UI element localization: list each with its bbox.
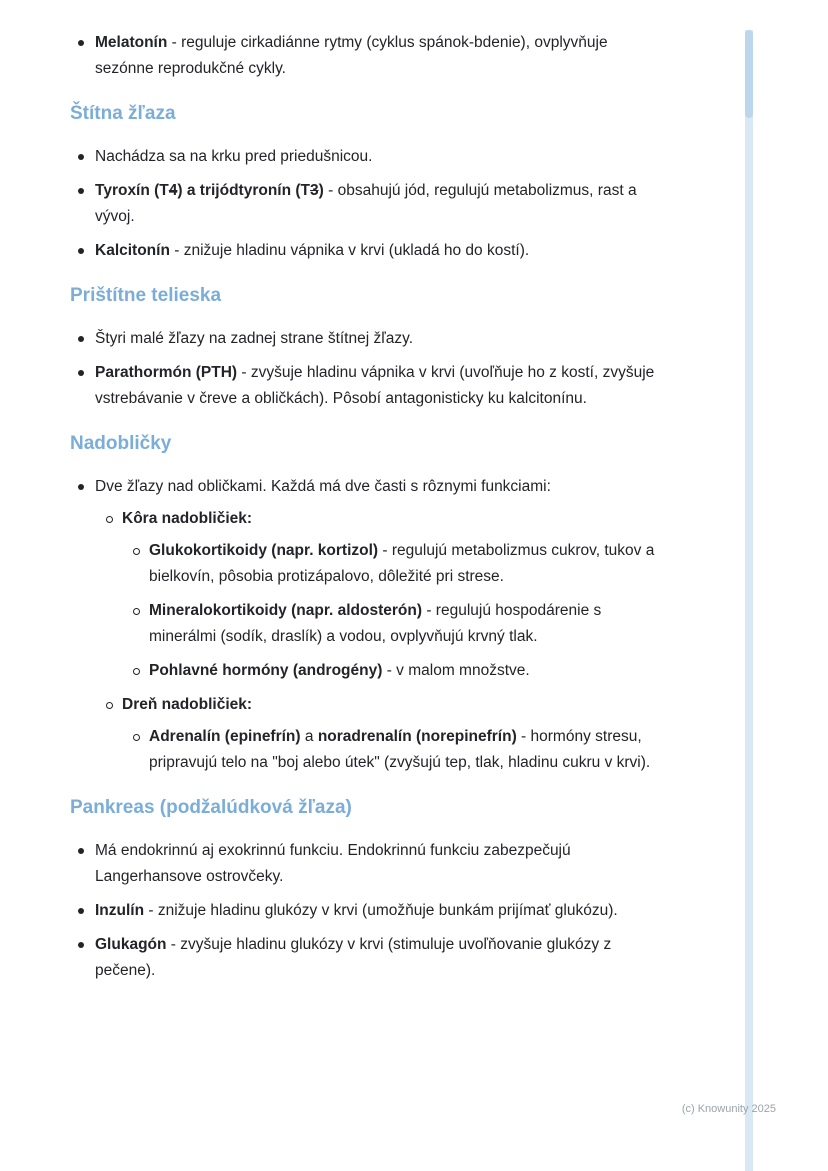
list-item: [149, 724, 665, 776]
term-bold: Dreň nadobličiek:: [122, 696, 253, 713]
list-item: [95, 838, 665, 890]
scrollbar-track[interactable]: [745, 30, 753, 1171]
list-item: [95, 238, 665, 264]
text-run: - reguluje cirkadiánne rytmy (cyklus spánok-bdenie), ovplyvňuje sezónne reprodukčné cykly.: [95, 34, 608, 77]
text-run: Štyri malé žľazy na zadnej strane štítnej žľazy.: [95, 330, 414, 347]
text-run: - regulujú metabolizmus cukrov, tukov a bielkovín, pôsobia protizápalovo, dôležité pri strese.: [149, 542, 655, 585]
text-run: - hormóny stresu, pripravujú telo na "boj alebo útek" (zvyšujú tep, tlak, hladinu cukru v krvi).: [149, 728, 651, 771]
term-bold: Inzulín: [95, 902, 145, 919]
term-bold: Parathormón (PTH): [95, 364, 238, 381]
list-item: [95, 898, 665, 924]
term-bold: Kôra nadobličiek:: [122, 510, 253, 527]
list-item: [95, 474, 665, 776]
bullet-list: [70, 838, 665, 984]
text-run: - zvyšuje hladinu glukózy v krvi (stimuluje uvoľňovanie glukózy z pečene).: [95, 936, 612, 979]
term-bold: Glukagón: [95, 936, 167, 953]
bullet-list: [70, 144, 665, 264]
term-bold: noradrenalín (norepinefrín): [317, 728, 517, 745]
term-bold: Tyroxín (T: [95, 182, 169, 199]
section-heading: Štítna žľaza: [70, 103, 176, 124]
sub-list: [95, 506, 665, 776]
list-item: [95, 144, 665, 170]
list-item: [95, 932, 665, 984]
list-item: [95, 326, 665, 352]
list-item: [149, 538, 665, 590]
term-bold: Adrenalín (epinefrín): [149, 728, 301, 745]
document-content: [70, 30, 665, 992]
list-item: [122, 506, 665, 684]
bullet-list: [70, 474, 665, 776]
term-bold: Pohlavné hormóny (androgény): [149, 662, 383, 679]
text-run: Nachádza sa na krku pred priedušnicou.: [95, 148, 373, 165]
scrollbar-thumb[interactable]: [745, 30, 753, 118]
text-run: Dve žľazy nad obličkami. Každá má dve časti s rôznymi funkciami:: [95, 478, 551, 495]
term-bold: ) a trijódtyronín (T: [177, 182, 311, 199]
term-bold: Mineralokortikoidy (napr. aldosterón): [149, 602, 423, 619]
section-heading: Nadobličky: [70, 433, 172, 454]
text-run: a: [300, 728, 318, 745]
term-bold: Kalcitonín: [95, 242, 170, 259]
list-item: [149, 658, 665, 684]
sub-sub-list: [122, 538, 665, 684]
text-run: - znižuje hladinu vápnika v krvi (ukladá ho do kostí).: [169, 242, 530, 259]
text-run: - regulujú hospodárenie s minerálmi (sodík, draslík) a vodou, ovplyvňujú krvný tlak.: [149, 602, 602, 645]
text-run: - obsahujú jód, regulujú metabolizmus, rast a vývoj.: [95, 182, 637, 225]
list-item: [95, 30, 665, 82]
list-item: [149, 598, 665, 650]
text-run: - v malom množstve.: [382, 662, 530, 679]
term-bold: ): [318, 182, 324, 199]
bullet-list: [70, 326, 665, 412]
bullet-list: [70, 30, 665, 82]
text-run: - znižuje hladinu glukózy v krvi (umožňuje bunkám prijímať glukózu).: [144, 902, 618, 919]
term-bold: Glukokortikoidy (napr. kortizol): [149, 542, 379, 559]
sub-sub-list: [122, 724, 665, 776]
list-item: [95, 178, 665, 230]
watermark: (c) Knowunity 2025: [681, 1103, 776, 1115]
term-bold-strike: 4: [168, 182, 178, 199]
section-heading: Prištítne telieska: [70, 285, 222, 306]
section-heading: Pankreas (podžalúdková žľaza): [70, 797, 352, 818]
list-item: [122, 692, 665, 776]
term-bold: Melatonín: [95, 34, 168, 51]
list-item: [95, 360, 665, 412]
text-run: - zvyšuje hladinu vápnika v krvi (uvoľňuje ho z kostí, zvyšuje vstrebávanie v čreve a obličkách). Pôsobí antagonisticky ku kalcitonínu.: [95, 364, 655, 407]
term-bold-strike: 3: [310, 182, 319, 199]
text-run: Má endokrinnú aj exokrinnú funkciu. Endokrinnú funkciu zabezpečujú Langerhansove ostrovčeky.: [95, 842, 571, 885]
